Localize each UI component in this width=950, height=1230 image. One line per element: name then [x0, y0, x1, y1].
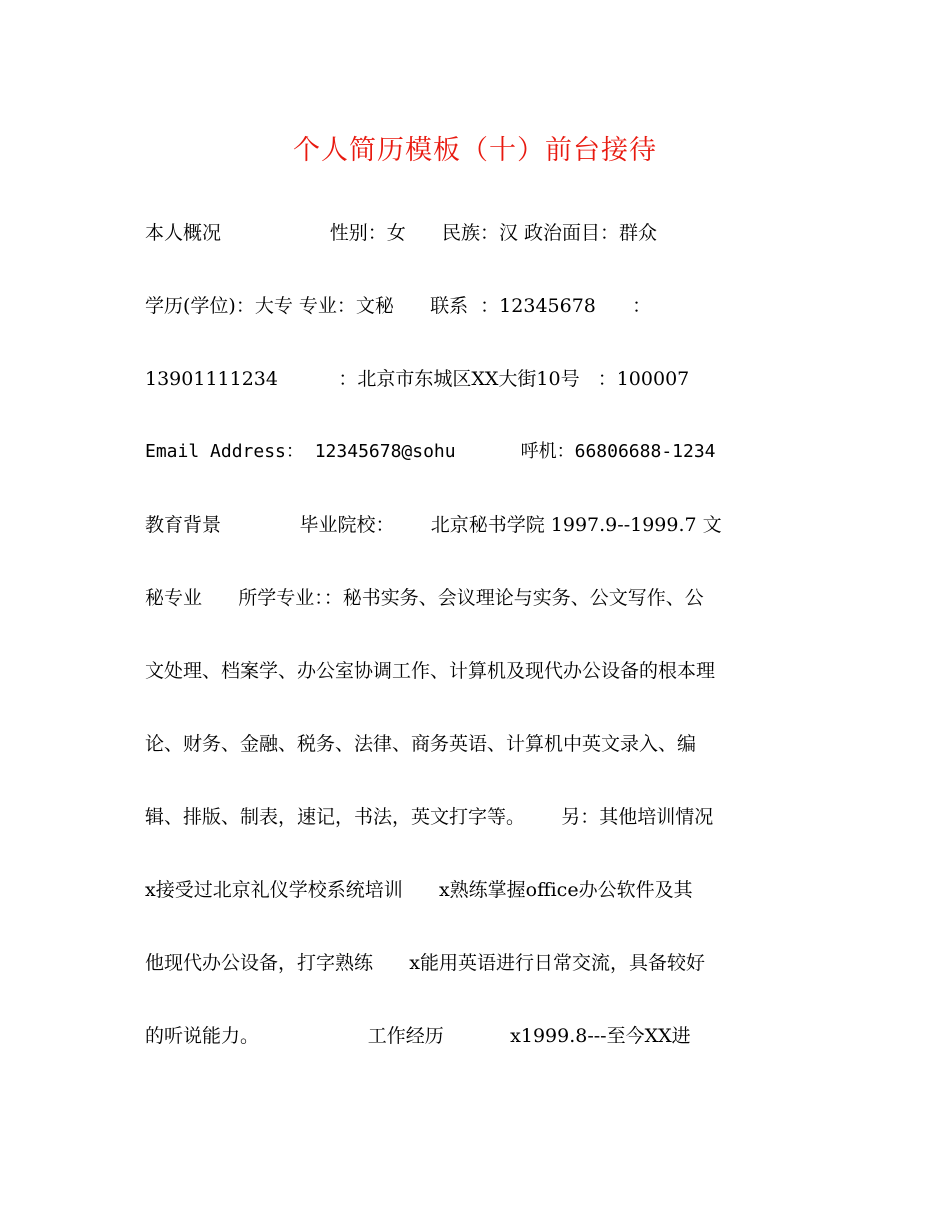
text-line-major: 秘专业 所学专业：：秘书实务、会议理论与实务、公文写作、公: [145, 587, 704, 609]
text-line-courses-1: 文处理、档案学、办公室协调工作、计算机及现代办公设备的根本理: [145, 660, 716, 682]
document-title: 个人简历模板（十）前台接待: [293, 135, 657, 166]
text-line-email: Email Address： 12345678@sohu 呼机：66806688-1234: [145, 441, 716, 462]
text-line-training-2: 他现代办公设备，打字熟练 x能用英语进行日常交流，具备较好: [145, 952, 705, 974]
text-line-personal-info: 本人概况 性别：女 民族：汉 政治面目：群众: [145, 222, 657, 244]
text-line-work-experience: 的听说能力。 工作经历 x1999.8---至今XX进: [145, 1025, 691, 1047]
text-line-education-background: 教育背景 毕业院校： 北京秘书学院 1997.9--1999.7 文: [145, 514, 722, 536]
text-line-training-1: x接受过北京礼仪学校系统培训 x熟练掌握office办公软件及其: [145, 879, 693, 901]
text-line-address: 13901111234 ：北京市东城区XX大街10号 ：100007: [145, 368, 690, 390]
text-line-courses-2: 论、财务、金融、税务、法律、商务英语、计算机中英文录入、编: [145, 733, 697, 755]
text-line-courses-3: 辑、排版、制表，速记，书法，英文打字等。 另：其他培训情况: [145, 806, 714, 828]
text-line-education-contact: 学历(学位)：大专 专业：文秘 联系 ：12345678 ：: [145, 295, 652, 317]
